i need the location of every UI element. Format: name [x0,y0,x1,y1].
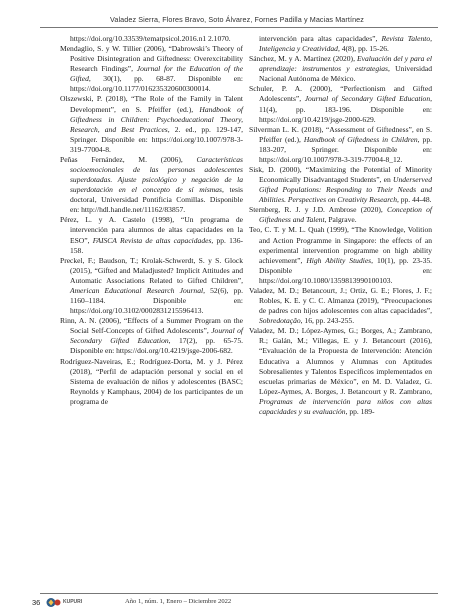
reference-text: , 30(1), pp. 68-87. Disponible en: https://doi.org/10.1177/016235320600300014. [70,74,243,94]
reference-entry [249,54,432,84]
reference-text: intervención para altas capacidades”, [259,34,382,43]
reference-text: , 11(4), pp. 183-196. Disponible en: https://doi.org/10.4219/jsge-2000-629. [259,94,432,124]
reference-text: , 2. ed., pp. 129-147, Springer. Disponible en: https://doi.org/10.1007/978-3-319-77004-8. [70,124,243,154]
reference-entry [249,125,432,165]
reference-text: , pp. 136-158. [70,235,243,255]
reference-text: Olszewski, P. (2018), “The Role of the Family in Talent Development”, en S. Pfeiffer (ed.), [60,94,243,114]
reference-text: , pp. 189- [345,406,375,416]
reference-title-italic: High Ability Studies [306,255,372,265]
reference-text: Schuler, P. A. (2000), “Perfectionism and Gifted Adolescents”, [249,84,432,104]
reference-text: Silverman L. K. (2018), “Assessment of Giftedness”, en S. Pfeiffer (ed.), [249,124,432,144]
reference-text: , pp. 183-207, Springer. Disponible en: https://doi.org/10.1007/978-3-319-77004-8_12. [259,134,432,164]
reference-text: , 16, pp. 243-255. [300,316,355,326]
reference-title-italic: Handbook of Giftedness in Children: Psychoeducational Theory, Research, and Best Practices [70,104,243,134]
references-left-column [60,34,243,407]
reference-title-italic: Revista Talento, Inteligencia y Creatividad [259,34,432,54]
footer-divider [40,593,438,594]
running-header: Valadez Sierra, Flores Bravo, Soto Álvarez, Fornes Padilla y Macias Martínez [110,15,364,24]
reference-text: Sánchez, M. y A. Martínez (2020), [249,54,358,64]
reference-entry [249,326,432,417]
reference-entry [249,84,432,124]
reference-text: Sisk, D. (2000), “Maximizing the Potential of Minority Economically Disadvantaged Students”, en [249,165,432,185]
reference-text: , 4(8), pp. 15-26. [337,44,389,54]
reference-entry [60,256,243,316]
reference-text: Rinn, A. N. (2006), “Effects of a Summer Program on the Social Self-Concepts of Gifted Adolescents”, [60,316,243,336]
reference-text: Mendaglio, S. y W. Tillier (2006), “Dabrowski’s Theory of Positive Disintegration and Giftedness: Overexcitability Research Findings”, [60,44,243,74]
reference-text: , tesis doctoral, Universidad Pontificia Comillas. Disponible en: http://hdl.handle.net/11162/83857. [70,185,243,215]
reference-title-italic: Journal of Secondary Gifted Education [70,326,244,346]
page-number: 36 [32,598,41,607]
reference-text: Valadez, M. D.; López-Aymes, G.; Borges, A.; Zambrano, R.; Galán, M.; Villegas, E. y J. Betancourt (2016), “Evaluación de la Propuesta de Intervención: Atención Educativa a Alumnos y Alumnas con Aptitudes Sobresalientes y Talentos Específicos implementados en escuelas primarias de México”, en M. D. Valadez, G. López-Aymes, A. Borges, J. Betancourt y R. Zambrano, [249,326,432,396]
reference-entry [60,215,243,255]
references-right-column [249,34,432,417]
reference-title-italic: Handbook of Giftedness in Children [303,134,418,144]
reference-entry [60,316,243,356]
reference-entry [249,225,432,285]
reference-text: Valadez, M. D.; Betancourt, J.; Ortiz, G. E.; Flores, J. F.; Robles, K. E. y C. C. Almanza (2019), “Preocupaciones de padres con hijos adolescentes con altas capacidades”, [249,285,432,316]
reference-entry [249,286,432,326]
reference-text: , 10(1), pp. 23-35. Disponible en: https://doi.org/10.1080/1359813990100103. [259,255,432,285]
reference-text: https://doi.org/10.33539/tematpsicol.2016.n1 2.1070. [70,34,231,43]
reference-text: Pérez, L. y A. Castelo (1998), “Un programa de intervención para alumnos de altas capacidades en la ESO”, [60,215,243,245]
reference-text: Teo, C. T. y M. L. Quah (1999), “The Knowledge, Volition and Action Programme in Singapore: the effects of an experimental intervention programme on high ability achievement”, [249,225,432,265]
reference-title-italic: Sobredotação [259,316,301,326]
reference-title-italic: Programas de intervención para niños con altas capacidades y su evaluación [259,396,432,416]
journal-logo-icon [46,597,62,608]
reference-title-italic: Evaluación del y para el aprendizaje: instrumentos y estrategias [259,54,432,74]
reference-entry [249,34,432,54]
reference-title-italic: Journal of Secondary Gifted Education [304,94,431,104]
reference-title-italic: Características socioemocionales de las personas adolescentes superdotadas. Ajuste psicológico y negación de la superdotación en el concepto de sí mismas [70,154,243,195]
reference-entry [60,357,243,407]
reference-text: Sternberg, R. J. y J.D. Ambrose (2020), [249,205,388,215]
reference-entry [249,205,432,225]
reference-title-italic: Conception of Giftedness and Talent [259,205,432,225]
reference-entry [60,34,243,44]
reference-text: , 52(6), pp. 1160–1184. Disponible en: https://doi.org/10.3102/0002831215596413. [70,285,244,316]
reference-entry [60,94,243,154]
issue-info: Año 1, núm. 1, Enero – Diciembre 2022 [125,598,232,605]
reference-title-italic: American Educational Research Journal [70,285,204,295]
reference-text: Preckel, F.; Baudson, T.; Krolak-Schwerdt, S. y S. Glock (2015), “Gifted and Maladjusted? Implicit Attitudes and Automatic Associations Related to Gifted Children”, [60,255,243,285]
reference-entry [60,44,243,94]
reference-title-italic: FAISCA Revista de altas capacidades [92,235,212,245]
reference-entry [249,165,432,205]
header-divider [40,27,438,28]
reference-entry [60,155,243,215]
reference-text: Peñas Fernández, M. (2006), [60,154,197,164]
reference-text: , Universidad Nacional Autónoma de México. [259,64,432,84]
reference-text: Rodríguez-Naveiras, E.; Rodríguez-Dorta, M. y J. Pérez (2018), “Perfil de adaptación personal y social en el Sistema de evaluación de niños y adolescentes (BASC; Reynolds y Kamphaus, 2004) de los participantes de un programa de [60,356,243,406]
reference-text: , 17(2), pp. 65-75. Disponible en: https://doi.org/10.4219/jsge-2006-682. [70,336,243,356]
reference-text: , Palgrave. [324,215,357,225]
reference-title-italic: Journal for the Education of the Gifted [70,64,243,84]
reference-text: , pp. 44-48. [396,195,432,205]
journal-brand: KUPURI [63,599,83,605]
reference-title-italic: Underserved Gifted Populations: Responding to Their Needs and Abilities. Perspectives on Creativity Research [259,175,432,205]
